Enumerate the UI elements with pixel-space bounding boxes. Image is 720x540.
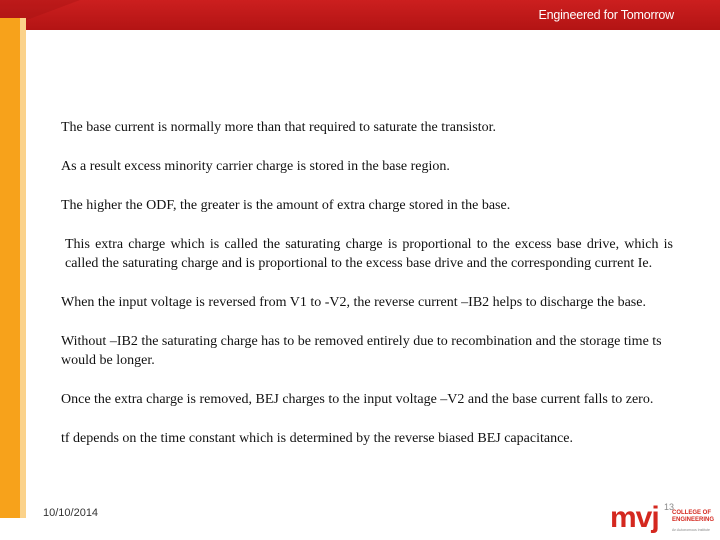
logo-line-2: ENGINEERING: [672, 517, 715, 523]
college-logo: [608, 501, 718, 538]
left-stripe-inner: [20, 18, 26, 518]
paragraph-4: This extra charge which is called the saturating charge is proportional to the excess base drive, which is called the saturating charge and is proportional to the excess base drive and the corresponding current Ie.: [65, 237, 673, 271]
paragraph-3: The higher the ODF, the greater is the amount of extra charge stored in the base.: [61, 198, 511, 213]
paragraph-6: Without –IB2 the saturating charge has to be removed entirely due to recombination and the storage time ts would be longer.: [61, 334, 662, 368]
logo-line-1: COLLEGE OF: [672, 510, 711, 516]
paragraph-1: The base current is normally more than that required to saturate the transistor.: [61, 120, 497, 135]
logo-sub: An Autonomous Institute: [672, 528, 710, 532]
slide-number: 13: [664, 502, 675, 512]
slide-content: [61, 118, 673, 468]
footer-date: 10/10/2014: [43, 507, 99, 519]
logo-text: [672, 510, 714, 524]
left-stripe: [0, 18, 20, 518]
paragraph-5: When the input voltage is reversed from V1 to -V2, the reverse current –IB2 helps to discharge the base.: [61, 295, 646, 310]
tagline: Engineered for Tomorrow: [538, 8, 674, 22]
paragraph-7: Once the extra charge is removed, BEJ charges to the input voltage –V2 and the base current falls to zero.: [61, 392, 654, 407]
paragraph-2: As a result excess minority carrier charge is stored in the base region.: [61, 159, 450, 174]
paragraph-8: tf depends on the time constant which is determined by the reverse biased BEJ capacitance.: [61, 431, 573, 446]
logo-mvj: mvj: [610, 501, 659, 534]
